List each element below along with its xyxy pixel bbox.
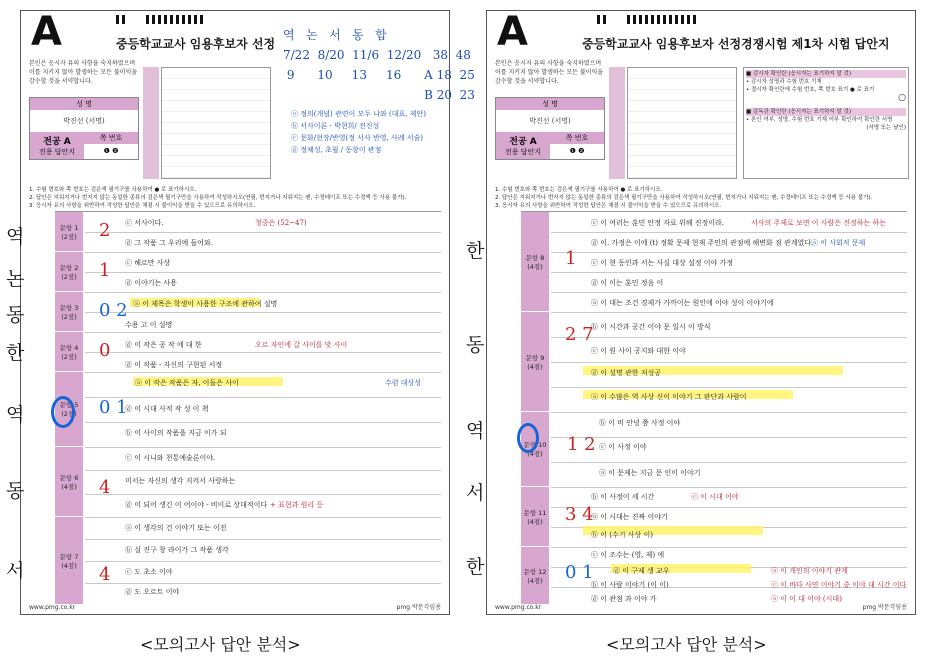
question-label: 문항 3 (2점) (55, 292, 83, 332)
rules-block (29, 186, 441, 210)
question-label: 문항 8 (4점) (521, 212, 549, 312)
side-char: 서 (6, 560, 25, 582)
note-line: ⓑ 서사이론 - 박현희/ 전진성 (291, 122, 380, 130)
supervisor-item: • 본인 여부, 성명, 수험 번호 기재 여부 확인하여 확인란 서명 (746, 117, 893, 123)
supervisor-mark: ○ (898, 93, 906, 103)
page-number-header: 쪽 번호 (84, 132, 138, 144)
handwritten-line: ⓑ 이 (수기 사상 이) (591, 531, 653, 539)
side-char: 동 (6, 480, 25, 502)
question-label: 문항 10 (4점) (521, 412, 549, 487)
side-char: 동 (6, 304, 25, 326)
handwritten-line: ⓓ 이야기는 사용 (125, 279, 178, 287)
page-number-marks: ❶ ❷ (569, 147, 585, 155)
supervisor-item: • 감시자 성명과 수험 번호 기재 (746, 79, 822, 85)
handwritten-line: ⓒ 도 초소 이야 (125, 568, 173, 576)
handwritten-line: ⓓ 이 이는 훈민 정음 이 (591, 279, 664, 287)
supervisor-title: ■ 감시자 확인란 (746, 71, 787, 77)
handwritten-line: + 표현과 원리 등 (270, 501, 324, 509)
handwritten-line: ⓑ 이 비 안녕 쯤 사정 이야 (599, 419, 681, 427)
handwritten-line: ⓓ 이 작품 - 자신의 구현된 서정 (125, 361, 223, 369)
handwritten-line: 미서는 자신의 생각 지켜서 사랑하는 (125, 477, 236, 485)
handwritten-line: ⓓ 이 시대 사적 작 성 이 책 (125, 405, 209, 413)
name-header: 성 명 (30, 98, 138, 110)
handwritten-line: ⓒ 서사이다. (125, 219, 164, 227)
blue-circle-mark (51, 396, 75, 428)
rule-text: 3. 응시자 유의 사항을 위반하여 작성한 답안은 채점 시 불이익을 받을 수 있으므로 유의하시오. (29, 203, 256, 209)
handwritten-line: ⓑ 실 진구 창 라이가 그 작품 생각 (125, 546, 229, 554)
examinee-name: 박진선 (서명) (63, 117, 105, 125)
caption-left: <모의고사 답안 분석> (140, 635, 301, 654)
handwritten-line: ⓒ 이 원 사이 공지와 대한 이야 (591, 347, 686, 355)
handwritten-line: ⓐ 이 개인의 이야기 관계 (771, 567, 848, 575)
examinee-info-table (29, 97, 139, 160)
side-char: 한 (6, 342, 25, 364)
handwritten-line: ⓒ 헤르만 사상 (125, 259, 171, 267)
side-char: 동 (466, 334, 485, 356)
rule-text: 2. 답안은 지워지거나 번지지 않는 동일한 종류의 검은색 필기구만을 사용하여 작성하시오(연필, 번지거나 지워지는 펜, 수정테이프 또는 수정액 등 사용 불가). (495, 195, 873, 201)
sheet-type-label: 전용 답안지 (38, 148, 76, 156)
note-line: ⓞ 정의(개념) 관련이 모두 나와 (대표, 제안) (291, 110, 426, 118)
page-number-marks: ❶ ❷ (103, 147, 119, 155)
rule-text: 1. 수험 번호와 쪽 번호는 검은색 필기구를 사용하여 ● 로 표기하시오. (29, 187, 197, 193)
handwritten-line: ⓓ 이 구제 생 교우 (613, 567, 670, 575)
sheet-title: 중등학교교사 임용후보자 선정 (116, 37, 276, 51)
question-label: 문항 4 (2점) (55, 332, 83, 372)
handwritten-line: ⓒ 이 바다 사연 이야기 중 이야 대 시간 이다 (771, 581, 907, 589)
footer-url: www.pmg.co.kr (29, 604, 76, 611)
omr-label-column (143, 67, 159, 179)
handwritten-line: ⓐ 이 이 대 이야 (시대) (771, 595, 842, 603)
handwritten-line: ⓓ 도 오르트 이야 (125, 588, 180, 596)
omr-label-column (609, 67, 625, 179)
answer-number: 2 7 (565, 324, 594, 345)
answer-number: 0 1 (99, 397, 128, 418)
handwritten-line: ⓐ 이 생각의 건 이야기 또는 이전 (125, 524, 227, 532)
side-char: 역 (6, 226, 25, 248)
handwritten-line: ⓒ 이 사정 이야 (599, 443, 647, 451)
handwritten-line: 서사의 주제로 보면 이 사람은 진정하는 하는 (751, 219, 887, 227)
answer-number: 1 (99, 260, 111, 281)
footer-brand: pmg 박문각임용 (862, 604, 907, 611)
note-line: ⓓ 정체성, 초월 / 동창이 관점 (291, 146, 382, 154)
handwritten-line: 청중은 (52~47) (255, 219, 307, 227)
handwritten-line: ⓑ 이 시간과 공간 이야 문 일시 이 방식 (591, 323, 711, 331)
answer-number: 0 2 (99, 300, 128, 321)
handwritten-line: ⓒ 이 조수는 (영, 제) 에 (591, 551, 665, 559)
handwritten-line: ⓐ 이 문제는 지금 문 인이 이야기 (599, 469, 701, 477)
omr-bubble-grid (161, 67, 271, 179)
supervisor-box: ■ 감시자 확인란 (응시자는 표기하지 말 것) • 감시자 성명과 수험 번호 기재 • 결시자 확인란에 수험 번호, 쪽 번호 표기 ● 로 표기 ○ ■ 감독관 확인란 (응시자는 표기하지 말 것) • 본인 여부, 성명, 수험 번호 기재 여부 확인하여 확인란 서명 (서명 또는 날인) (743, 67, 909, 179)
sheet-type-label: 전용 답안지 (504, 148, 542, 156)
supervisor-item: • 결시자 확인란에 수험 번호, 쪽 번호 표기 ● 로 표기 (746, 87, 875, 93)
subject-label: 전공 A (43, 137, 71, 147)
examinee-name: 박진선 (서명) (529, 117, 571, 125)
answer-number: 0 (99, 340, 111, 361)
handwritten-line: ⓓ 그 작품 그 우리에 들어와. (125, 239, 213, 247)
handwritten-line: ⓓ 이 설명 관한 저성공 (591, 369, 661, 377)
answer-number: 4 (99, 564, 111, 585)
left-answer-sheet (20, 9, 475, 615)
right-answer-sheet (486, 10, 916, 615)
handwritten-line: ⓐ 이 제목은 학생이 사용한 구조에 관하여 설명 (133, 300, 278, 308)
handwritten-line: 오르 자인에 갈 사이를 맞 사이 (255, 341, 348, 349)
pledge-text: 본인은 응시자 유의 사항을 숙지하였으며 이를 지키지 않아 발생하는 모든 불이익을 감수할 것을 서약합니다. (29, 60, 138, 85)
question-label: 문항 6 (4점) (55, 447, 83, 517)
form-letter: A (31, 9, 62, 55)
question-label: 문항 12 (4점) (521, 547, 549, 605)
handwritten-line: ⓓ 이. 가정은 이에 (t) 정확 문제 현재 주민의 관점에 해변화 점 관계였다. (591, 239, 814, 247)
question-label: 문항 2 (2점) (55, 252, 83, 292)
name-header: 성 명 (496, 98, 604, 110)
handwritten-line: ⓐ 이 작은 작품은 자, 이들은 사이 (135, 379, 239, 387)
barcode-marks (597, 15, 696, 25)
handwritten-line: ⓓ 이 작은 공 작 에 대 한 (125, 341, 202, 349)
answer-number: 3 4 (565, 504, 594, 525)
handwritten-line: ⓑ 이 사이의 작품을 지금 이가 되 (125, 429, 227, 437)
note-line: ⓒ 문화/현장/반영(정 서사 반영, 사례 서술) (291, 134, 423, 142)
handwritten-line: ⓒ 이 시니와 천통예술론이야. (125, 454, 216, 462)
answer-number: 4 (99, 477, 111, 498)
question-area (521, 211, 907, 602)
side-char: 역 (6, 404, 25, 426)
form-letter: A (497, 9, 528, 55)
answer-number: 0 1 (565, 562, 594, 583)
handwritten-line: ⓒ 이 여러는 훈민 안정 자료 위해 진정이라. (591, 219, 724, 227)
question-label: 문항 11 (4점) (521, 487, 549, 547)
page-number-header: 쪽 번호 (550, 132, 604, 144)
answer-number: 1 2 (567, 434, 596, 455)
sheet-title: 중등학교교사 임용후보자 선정경쟁시험 제1차 시험 답안지 (582, 37, 890, 51)
handwritten-line: 수용 고 이 설명 (125, 321, 173, 329)
handwritten-line: 수렴 대상성 (385, 379, 422, 387)
footer-brand: pmg 박문각임용 (396, 604, 441, 611)
answer-number: 2 (99, 220, 111, 241)
examinee-info-table (495, 97, 605, 160)
question-label: 문항 7 (4점) (55, 517, 83, 605)
pledge-text: 본인은 응시자 유의 사항을 숙지하였으며 이를 지키지 않아 발생하는 모든 불이익을 감수할 것을 서약합니다. (495, 60, 604, 85)
handwritten-line: ⓑ 이 사정이 세 시간 (591, 493, 655, 501)
caption-right: <모의고사 답안 분석> (606, 635, 767, 654)
side-char: 한 (466, 240, 485, 262)
handwritten-line: ⓐ 이 대는 조건 경제가 가까이는 원인에 이야 성이 이야기에 (591, 299, 774, 307)
blue-circle-mark (517, 423, 539, 453)
question-label: 문항 9 (4점) (521, 312, 549, 412)
side-char: 서 (466, 482, 485, 504)
rule-text: 3. 응시자 유의 사항을 위반하여 작성한 답안은 채점 시 불이익을 받을 수 있으므로 유의하시오. (495, 203, 722, 209)
handwritten-line: ⓐ 이 사회적 문제 (811, 239, 866, 247)
answer-number: 1 (565, 248, 577, 269)
question-label: 문항 5 (2점) (55, 372, 83, 447)
subject-label: 전공 A (509, 137, 537, 147)
score-notes: 역 논 서 동 합 7/22 8/20 11/6 12/20 38 48 9 10 13 16 A 18 25 B 20 23 (283, 28, 475, 102)
handwritten-line: ⓓ 이 관점 과 이야 가 (591, 595, 657, 603)
handwritten-line: ⓒ 이 시대 이야 (691, 493, 739, 501)
handwritten-line: ⓐ 이 수많은 역 사상 신이 이야기 그 판단과 사람이 (591, 393, 747, 401)
handwritten-line: ⓒ 이 현 동인과 서는 사실 대상 설정 이야 가정 (591, 259, 733, 267)
rules-block (495, 186, 907, 210)
footer-url: www.pmg.co.kr (495, 604, 542, 611)
sign-label: (서명 또는 날인) (866, 125, 906, 131)
handwritten-line: ⓓ 이 되어 생긴 이 어이야 - 비이로 상대적이다 (125, 501, 268, 509)
barcode-marks (116, 15, 203, 25)
question-label: 문항 1 (2점) (55, 212, 83, 252)
rule-text: 2. 답안은 지워지거나 번지지 않는 동일한 종류의 검은색 필기구만을 사용하여 작성하시오(연필, 번지거나 지워지는 펜, 수정테이프 또는 수정액 등 사용 불가). (29, 195, 407, 201)
omr-bubble-grid (627, 67, 737, 179)
supervisor-title: ■ 감독관 확인란 (746, 109, 787, 115)
handwritten-line: ⓑ 이 사람 이야기 (이 이) (591, 581, 669, 589)
handwritten-line: ⓐ 이 시대는 진짜 이야기 (591, 513, 668, 521)
question-area (55, 211, 441, 602)
rule-text: 1. 수험 번호와 쪽 번호는 검은색 필기구를 사용하여 ● 로 표기하시오. (495, 187, 663, 193)
side-char: 한 (466, 556, 485, 578)
side-char: 논 (6, 268, 25, 290)
side-char: 역 (466, 420, 485, 442)
